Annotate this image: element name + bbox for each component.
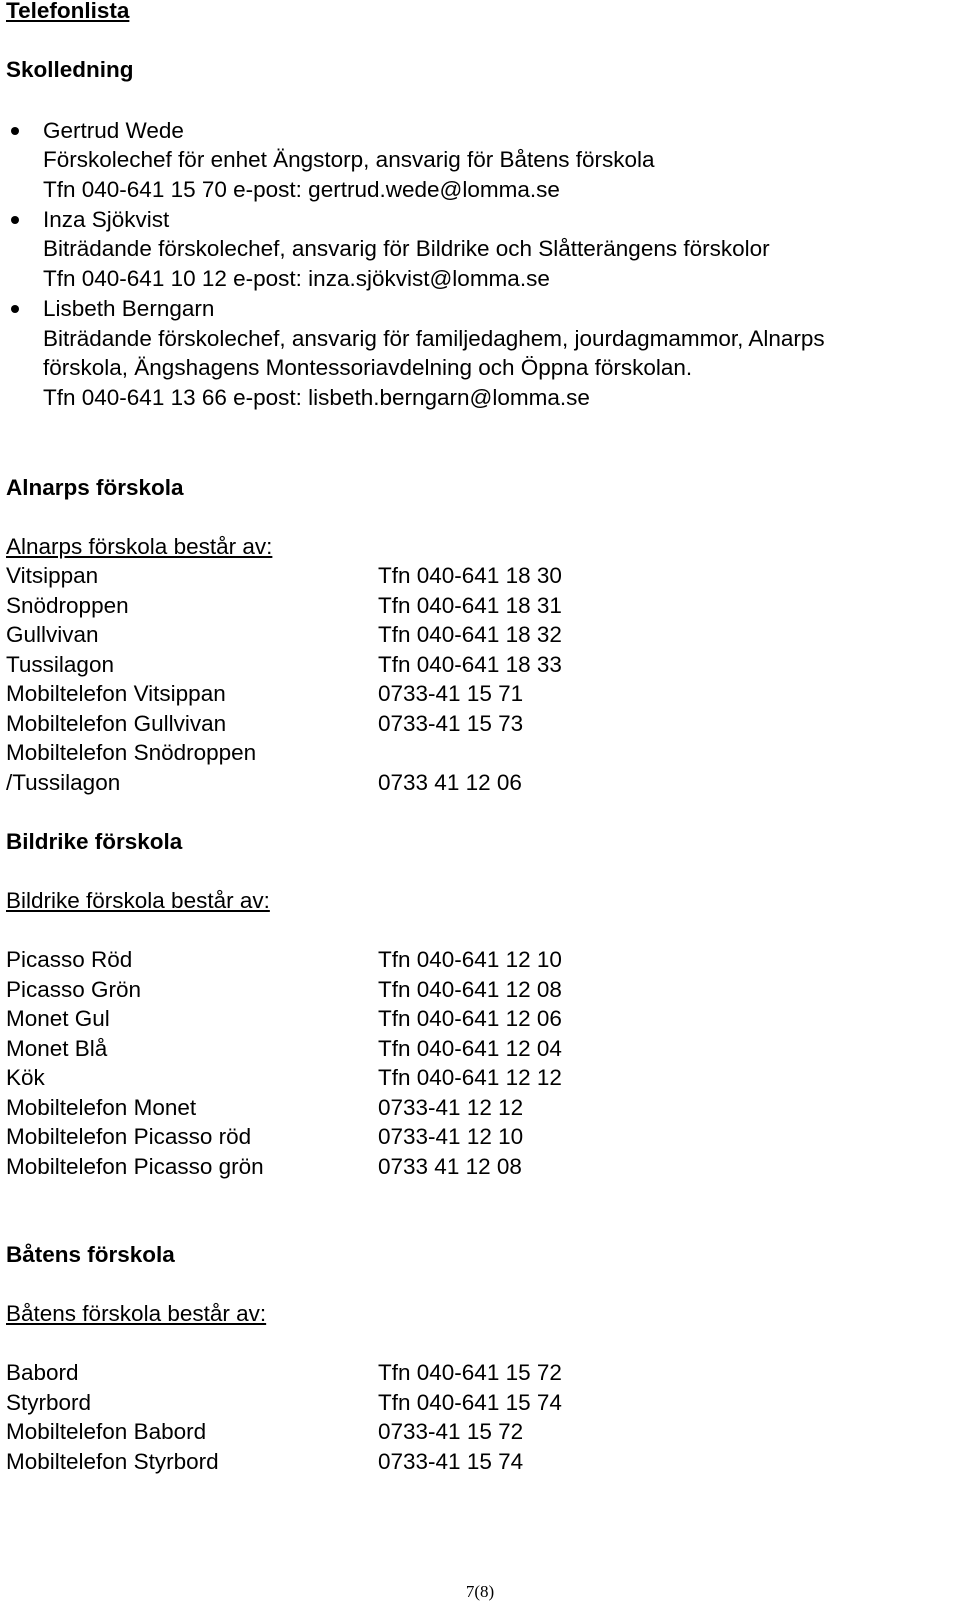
unit-name: Picasso Grön — [6, 977, 142, 1002]
unit-phone: 0733-41 12 10 — [378, 1124, 524, 1149]
bullet-icon — [11, 305, 19, 313]
unit-phone: Tfn 040-641 12 08 — [378, 977, 562, 1002]
unit-name: Snödroppen — [6, 593, 129, 618]
unit-phone: 0733-41 15 73 — [378, 711, 524, 736]
section-heading-skolledning: Skolledning — [6, 57, 134, 82]
unit-phone: Tfn 040-641 15 74 — [378, 1390, 562, 1415]
unit-phone: Tfn 040-641 12 12 — [378, 1065, 562, 1090]
unit-name: Tussilagon — [6, 652, 114, 677]
page-number: 7(8) — [465, 1582, 495, 1601]
unit-phone: Tfn 040-641 18 33 — [378, 652, 562, 677]
unit-name: Monet Gul — [6, 1006, 110, 1031]
unit-name: Kök — [6, 1065, 45, 1090]
unit-name: Mobiltelefon Vitsippan — [6, 681, 226, 706]
bullet-icon — [11, 216, 19, 224]
unit-phone: Tfn 040-641 18 30 — [378, 563, 562, 588]
staff-role: Förskolechef för enhet Ängstorp, ansvarig för Båtens förskola — [43, 147, 655, 172]
bullet-icon — [11, 127, 19, 135]
section-subheading-bildrike: Bildrike förskola består av: — [6, 888, 270, 913]
staff-role-continued: förskola, Ängshagens Montessoriavdelning och Öppna förskolan. — [43, 355, 693, 380]
unit-name: Monet Blå — [6, 1036, 108, 1061]
page-title: Telefonlista — [6, 0, 130, 23]
section-heading-alnarp: Alnarps förskola — [6, 475, 184, 500]
unit-name: Babord — [6, 1360, 79, 1385]
section-heading-bildrike: Bildrike förskola — [6, 829, 183, 854]
section-subheading-alnarp: Alnarps förskola består av: — [6, 534, 273, 559]
staff-contact: Tfn 040-641 13 66 e-post: lisbeth.berngarn@lomma.se — [43, 385, 590, 410]
unit-name: Mobiltelefon Monet — [6, 1095, 197, 1120]
unit-name: Mobiltelefon Snödroppen — [6, 740, 257, 765]
unit-phone: 0733-41 12 12 — [378, 1095, 524, 1120]
unit-phone: Tfn 040-641 12 04 — [378, 1036, 562, 1061]
unit-phone: Tfn 040-641 12 10 — [378, 947, 562, 972]
unit-phone: 0733-41 15 72 — [378, 1419, 524, 1444]
unit-phone: Tfn 040-641 15 72 — [378, 1360, 562, 1385]
staff-role: Biträdande förskolechef, ansvarig för Bildrike och Slåtterängens förskolor — [43, 236, 770, 261]
unit-name: Mobiltelefon Gullvivan — [6, 711, 227, 736]
unit-phone: 0733-41 15 71 — [378, 681, 524, 706]
staff-name: Inza Sjökvist — [43, 207, 170, 232]
unit-phone: 0733-41 15 74 — [378, 1449, 524, 1474]
unit-name: Picasso Röd — [6, 947, 133, 972]
staff-contact: Tfn 040-641 10 12 e-post: inza.sjökvist@lomma.se — [43, 266, 550, 291]
unit-name: Gullvivan — [6, 622, 99, 647]
unit-name: Vitsippan — [6, 563, 99, 588]
staff-name: Lisbeth Berngarn — [43, 296, 215, 321]
unit-phone: Tfn 040-641 12 06 — [378, 1006, 562, 1031]
unit-name: Mobiltelefon Picasso röd — [6, 1124, 252, 1149]
unit-phone: 0733 41 12 08 — [378, 1154, 522, 1179]
unit-phone: Tfn 040-641 18 31 — [378, 593, 562, 618]
unit-name: Mobiltelefon Babord — [6, 1419, 207, 1444]
unit-name: Styrbord — [6, 1390, 92, 1415]
staff-role: Biträdande förskolechef, ansvarig för familjedaghem, jourdagmammor, Alnarps — [43, 326, 825, 351]
section-heading-baten: Båtens förskola — [6, 1242, 175, 1267]
unit-phone: 0733 41 12 06 — [378, 770, 522, 795]
unit-phone: Tfn 040-641 18 32 — [378, 622, 562, 647]
unit-name: Mobiltelefon Styrbord — [6, 1449, 219, 1474]
section-subheading-baten: Båtens förskola består av: — [6, 1301, 267, 1326]
staff-contact: Tfn 040-641 15 70 e-post: gertrud.wede@lomma.se — [43, 177, 560, 202]
staff-name: Gertrud Wede — [43, 118, 184, 143]
unit-name: /Tussilagon — [6, 770, 121, 795]
unit-name: Mobiltelefon Picasso grön — [6, 1154, 264, 1179]
